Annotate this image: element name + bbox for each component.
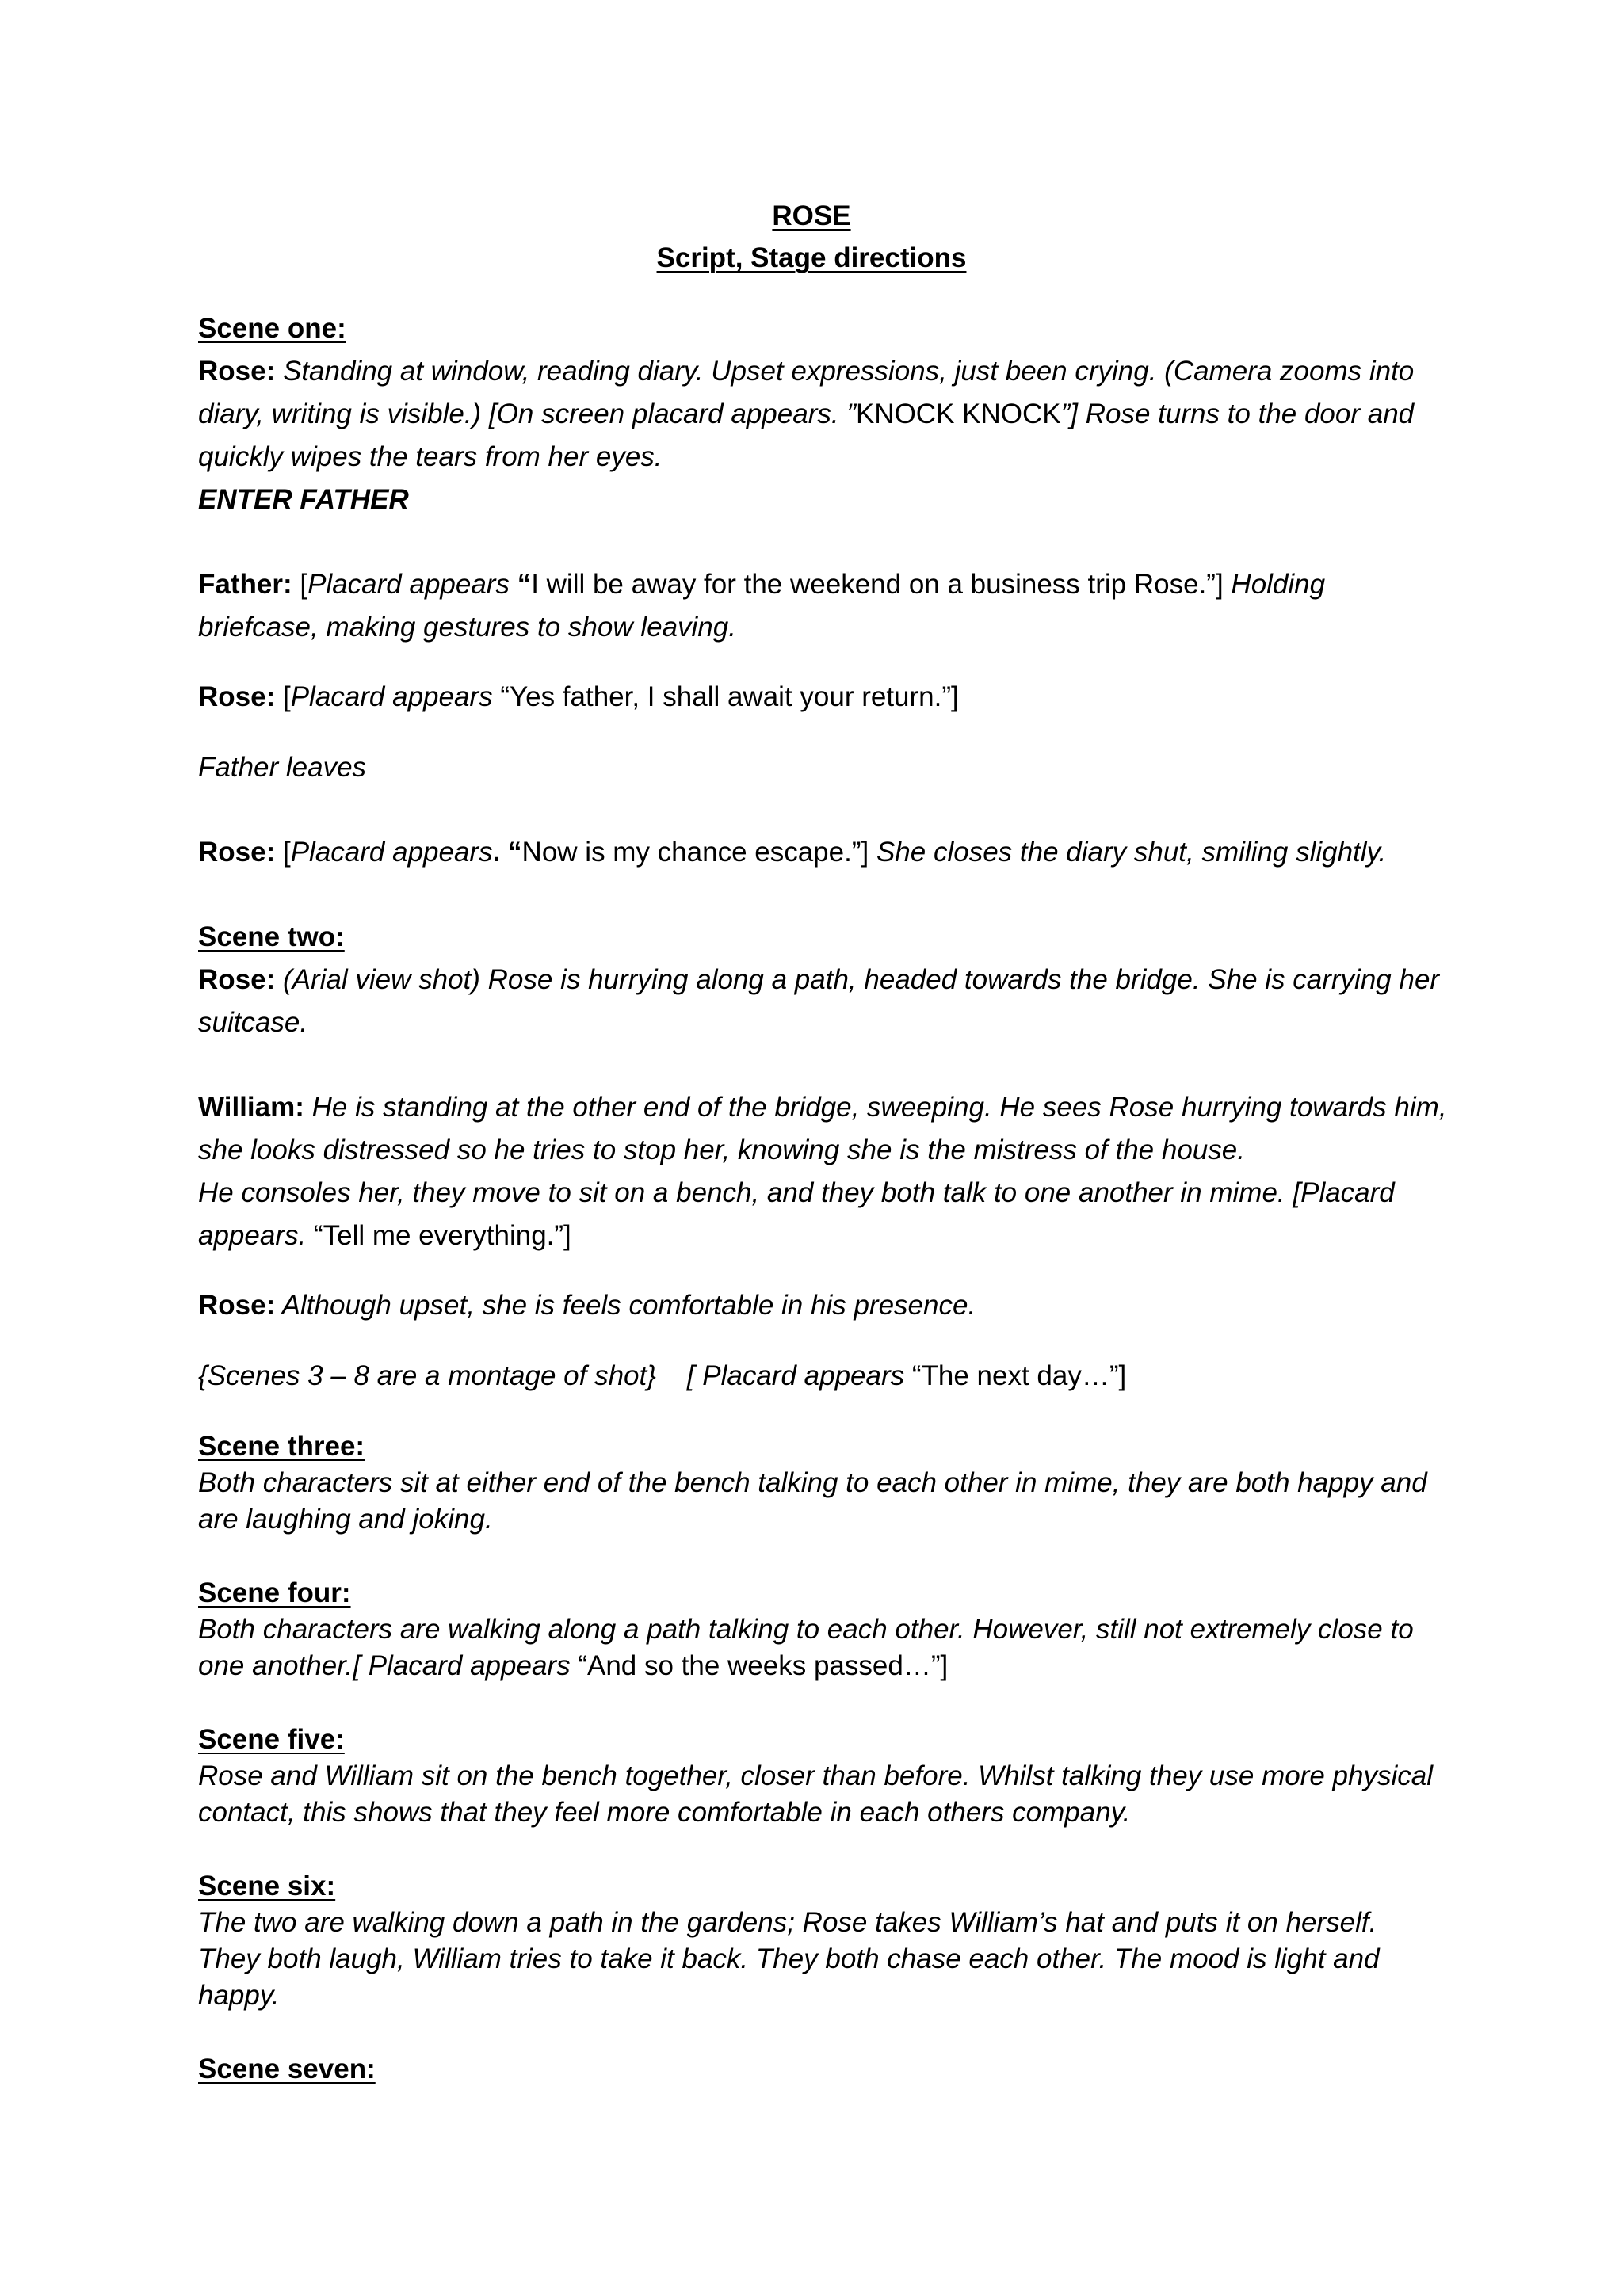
scene-six-line: The two are walking down a path in the gardens; Rose takes William’s hat and puts it on herself.: [198, 1907, 1377, 1938]
scene-one-line: Rose: Standing at window, reading diary. Upset expressions, just been crying. (Camera zooms into: [198, 356, 1415, 387]
william-line: appears. “Tell me everything.”]: [198, 1220, 571, 1251]
scene-four-heading: Scene four:: [198, 1577, 351, 1608]
page-subtitle: Script, Stage directions: [656, 242, 967, 273]
scene-three-line: are laughing and joking.: [198, 1504, 493, 1535]
enter-father-direction: ENTER FATHER: [198, 484, 409, 515]
scene-five-line: contact, this shows that they feel more comfortable in each others company.: [198, 1797, 1131, 1828]
father-line: briefcase, making gestures to show leaving.: [198, 612, 736, 643]
father-leaves-direction: Father leaves: [198, 752, 367, 783]
scene-two-heading: Scene two:: [198, 921, 345, 952]
scene-four-line: one another.[ Placard appears “And so the weeks passed…”]: [198, 1650, 949, 1681]
rose-line: Rose: [Placard appears “Yes father, I shall await your return.”]: [198, 681, 959, 712]
scene-six-line: happy.: [198, 1980, 280, 2011]
scene-two-line: Rose: (Arial view shot) Rose is hurrying along a path, headed towards the bridge. She is carrying her: [198, 964, 1440, 995]
william-line: William: He is standing at the other end of the bridge, sweeping. He sees Rose hurrying towards him,: [198, 1092, 1447, 1123]
scene-two-line: suitcase.: [198, 1007, 308, 1038]
scene-one-heading: Scene one:: [198, 313, 346, 344]
rose-line: Rose: Although upset, she is feels comfortable in his presence.: [198, 1290, 976, 1321]
scene-five-heading: Scene five:: [198, 1724, 345, 1755]
william-line: she looks distressed so he tries to stop her, knowing she is the mistress of the house.: [198, 1135, 1245, 1165]
scene-six-heading: Scene six:: [198, 1871, 336, 1901]
scene-four-line: Both characters are walking along a path talking to each other. However, still not extremely close to: [198, 1614, 1414, 1645]
scene-three-heading: Scene three:: [198, 1431, 365, 1462]
page-title: ROSE: [772, 200, 851, 231]
montage-note: {Scenes 3 – 8 are a montage of shot} [ Placard appears “The next day…”]: [198, 1360, 1127, 1391]
scene-seven-heading: Scene seven:: [198, 2054, 376, 2084]
scene-one-line: quickly wipes the tears from her eyes.: [198, 441, 663, 472]
father-line: Father: [Placard appears “I will be away for the weekend on a business trip Rose.”] Holding: [198, 569, 1326, 600]
william-line: He consoles her, they move to sit on a bench, and they both talk to one another in mime. [Placard: [198, 1177, 1395, 1208]
rose-line: Rose: [Placard appears. “Now is my chance escape.”] She closes the diary shut, smiling slightly.: [198, 837, 1387, 868]
scene-five-line: Rose and William sit on the bench together, closer than before. Whilst talking they use more physical: [198, 1760, 1433, 1791]
scene-six-line: They both laugh, William tries to take it back. They both chase each other. The mood is light and: [198, 1943, 1380, 1974]
scene-one-line: diary, writing is visible.) [On screen placard appears. ”KNOCK KNOCK”] Rose turns to the door and: [198, 399, 1415, 429]
scene-three-line: Both characters sit at either end of the bench talking to each other in mime, they are both happy and: [198, 1467, 1427, 1498]
